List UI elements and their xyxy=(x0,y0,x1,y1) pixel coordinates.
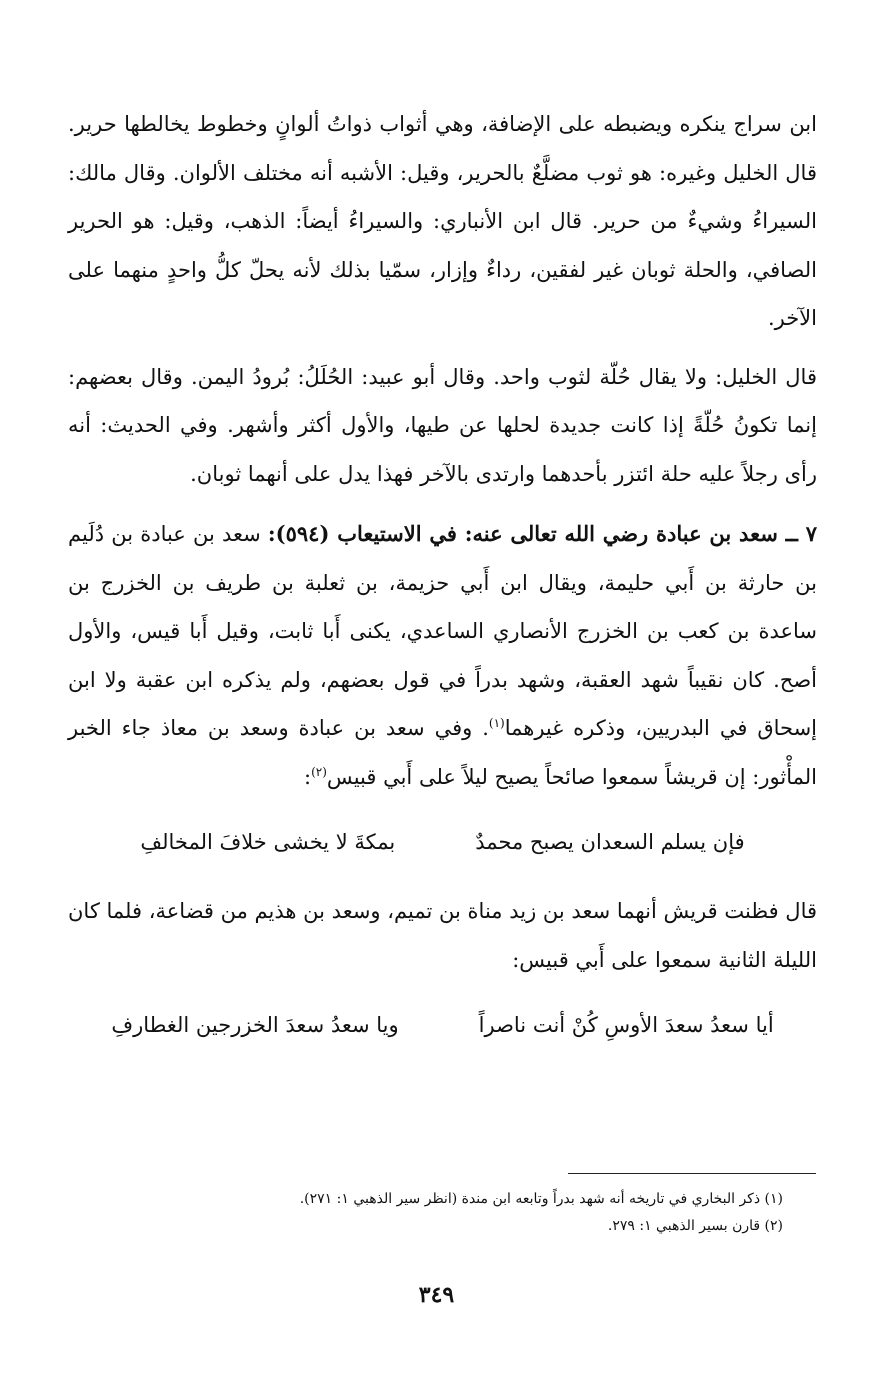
main-text xyxy=(68,100,817,1070)
paragraph-1: ابن سراج ينكره ويضبطه على الإضافة، وهي أثواب ذواتُ ألوانٍ وخطوط يخالطها حرير. قال الخليل وغيره: هو ثوب مضلَّعٌ بالحرير، وقيل: الأشبه أنه مختلف الألوان. وقال مالك: السيراءُ وشيءٌ من حرير. قال ابن الأنباري: والسيراءُ أيضاً: الذهب، وقيل: هو الحرير الصافي، والحلة ثوبان غير لفقين، رداءٌ وإزار، سمّيا بذلك لأنه يحلّ كلُّ واحدٍ منهما على الآخر. xyxy=(68,112,817,330)
footnote-1: (١) ذكر البخاري في تاريخه أنه شهد بدراً وتابعه ابن مندة (انظر سير الذهبي ١: ٢٧١). xyxy=(299,1191,783,1207)
footnote-ref-1[interactable]: (١) xyxy=(488,716,505,730)
footnote-ref-2[interactable]: (٢) xyxy=(311,764,327,779)
paragraph-3-body-c: : xyxy=(304,764,312,789)
verse-1 xyxy=(68,813,817,871)
paragraph-2: قال الخليل: ولا يقال حُلّة لثوب واحد. وقال أبو عبيد: الحُلَلُ: بُرودُ اليمن. وقال بعضهم: إنما تكونُ حُلّةً إذا كانت جديدة لحلها عن طيها، والأول أكثر وأشهر. وفي الحديث: أنه رأى رجلاً عليه حلة ائتزر بأحدهما وارتدى بالآخر فهذا يدل على أنهما ثوبان. xyxy=(68,364,817,486)
footnotes xyxy=(100,1186,783,1240)
verse-2 xyxy=(68,996,817,1054)
verse-2-first-hemistich: أيا سعدُ سعدَ الأوسِ كُنْ أنت ناصراً xyxy=(478,1013,774,1037)
footnote-2: (٢) قارن بسير الذهبي ١: ٢٧٩. xyxy=(607,1218,783,1234)
verse-1-first-hemistich: فإن يسلم السعدان يصبح محمدٌ xyxy=(475,830,745,854)
footnote-separator xyxy=(568,1173,816,1174)
paragraph-3 xyxy=(68,510,817,801)
paragraph-3-body-a: سعد بن عبادة بن دُلَيم بن حارثة بن أَبي حليمة، ويقال ابن أَبي حزيمة، بن ثعلبة بن طريف بن الخزرج بن ساعدة بن كعب بن الخزرج الأنصاري الساعدي، يكنى أَبا ثابت، وقيل أَبا قيس، والأول أصح. كان نقيباً شهد العقبة، وشهد بدراً في قول بعضهم، ولم يذكره ابن عقبة ولا ابن إسحاق في البدريين، وذكره غيرهما xyxy=(68,522,817,740)
paragraph-3-body-b: . وفي سعد بن عبادة وسعد بن معاذ جاء الخبر المأْثور: إن قريشاً سمعوا صائحاً يصيح ليلاً على أَبي قبيس xyxy=(68,716,817,789)
verse-2-second-hemistich: ويا سعدُ سعدَ الخزرجين الغطارفِ xyxy=(111,1013,399,1037)
entry-heading: ٧ ــ سعد بن عبادة رضي الله تعالى عنه: في الاستيعاب (٥٩٤): xyxy=(267,521,817,546)
verse-1-second-hemistich: بمكةَ لا يخشى خلافَ المخالفِ xyxy=(140,830,396,854)
page-number: ٣٤٩ xyxy=(418,1282,455,1308)
paragraph-4: قال فظنت قريش أنهما سعد بن زيد مناة بن تميم، وسعد بن هذيم من قضاعة، فلما كان الليلة الثانية سمعوا على أَبي قبيس: xyxy=(68,899,817,972)
